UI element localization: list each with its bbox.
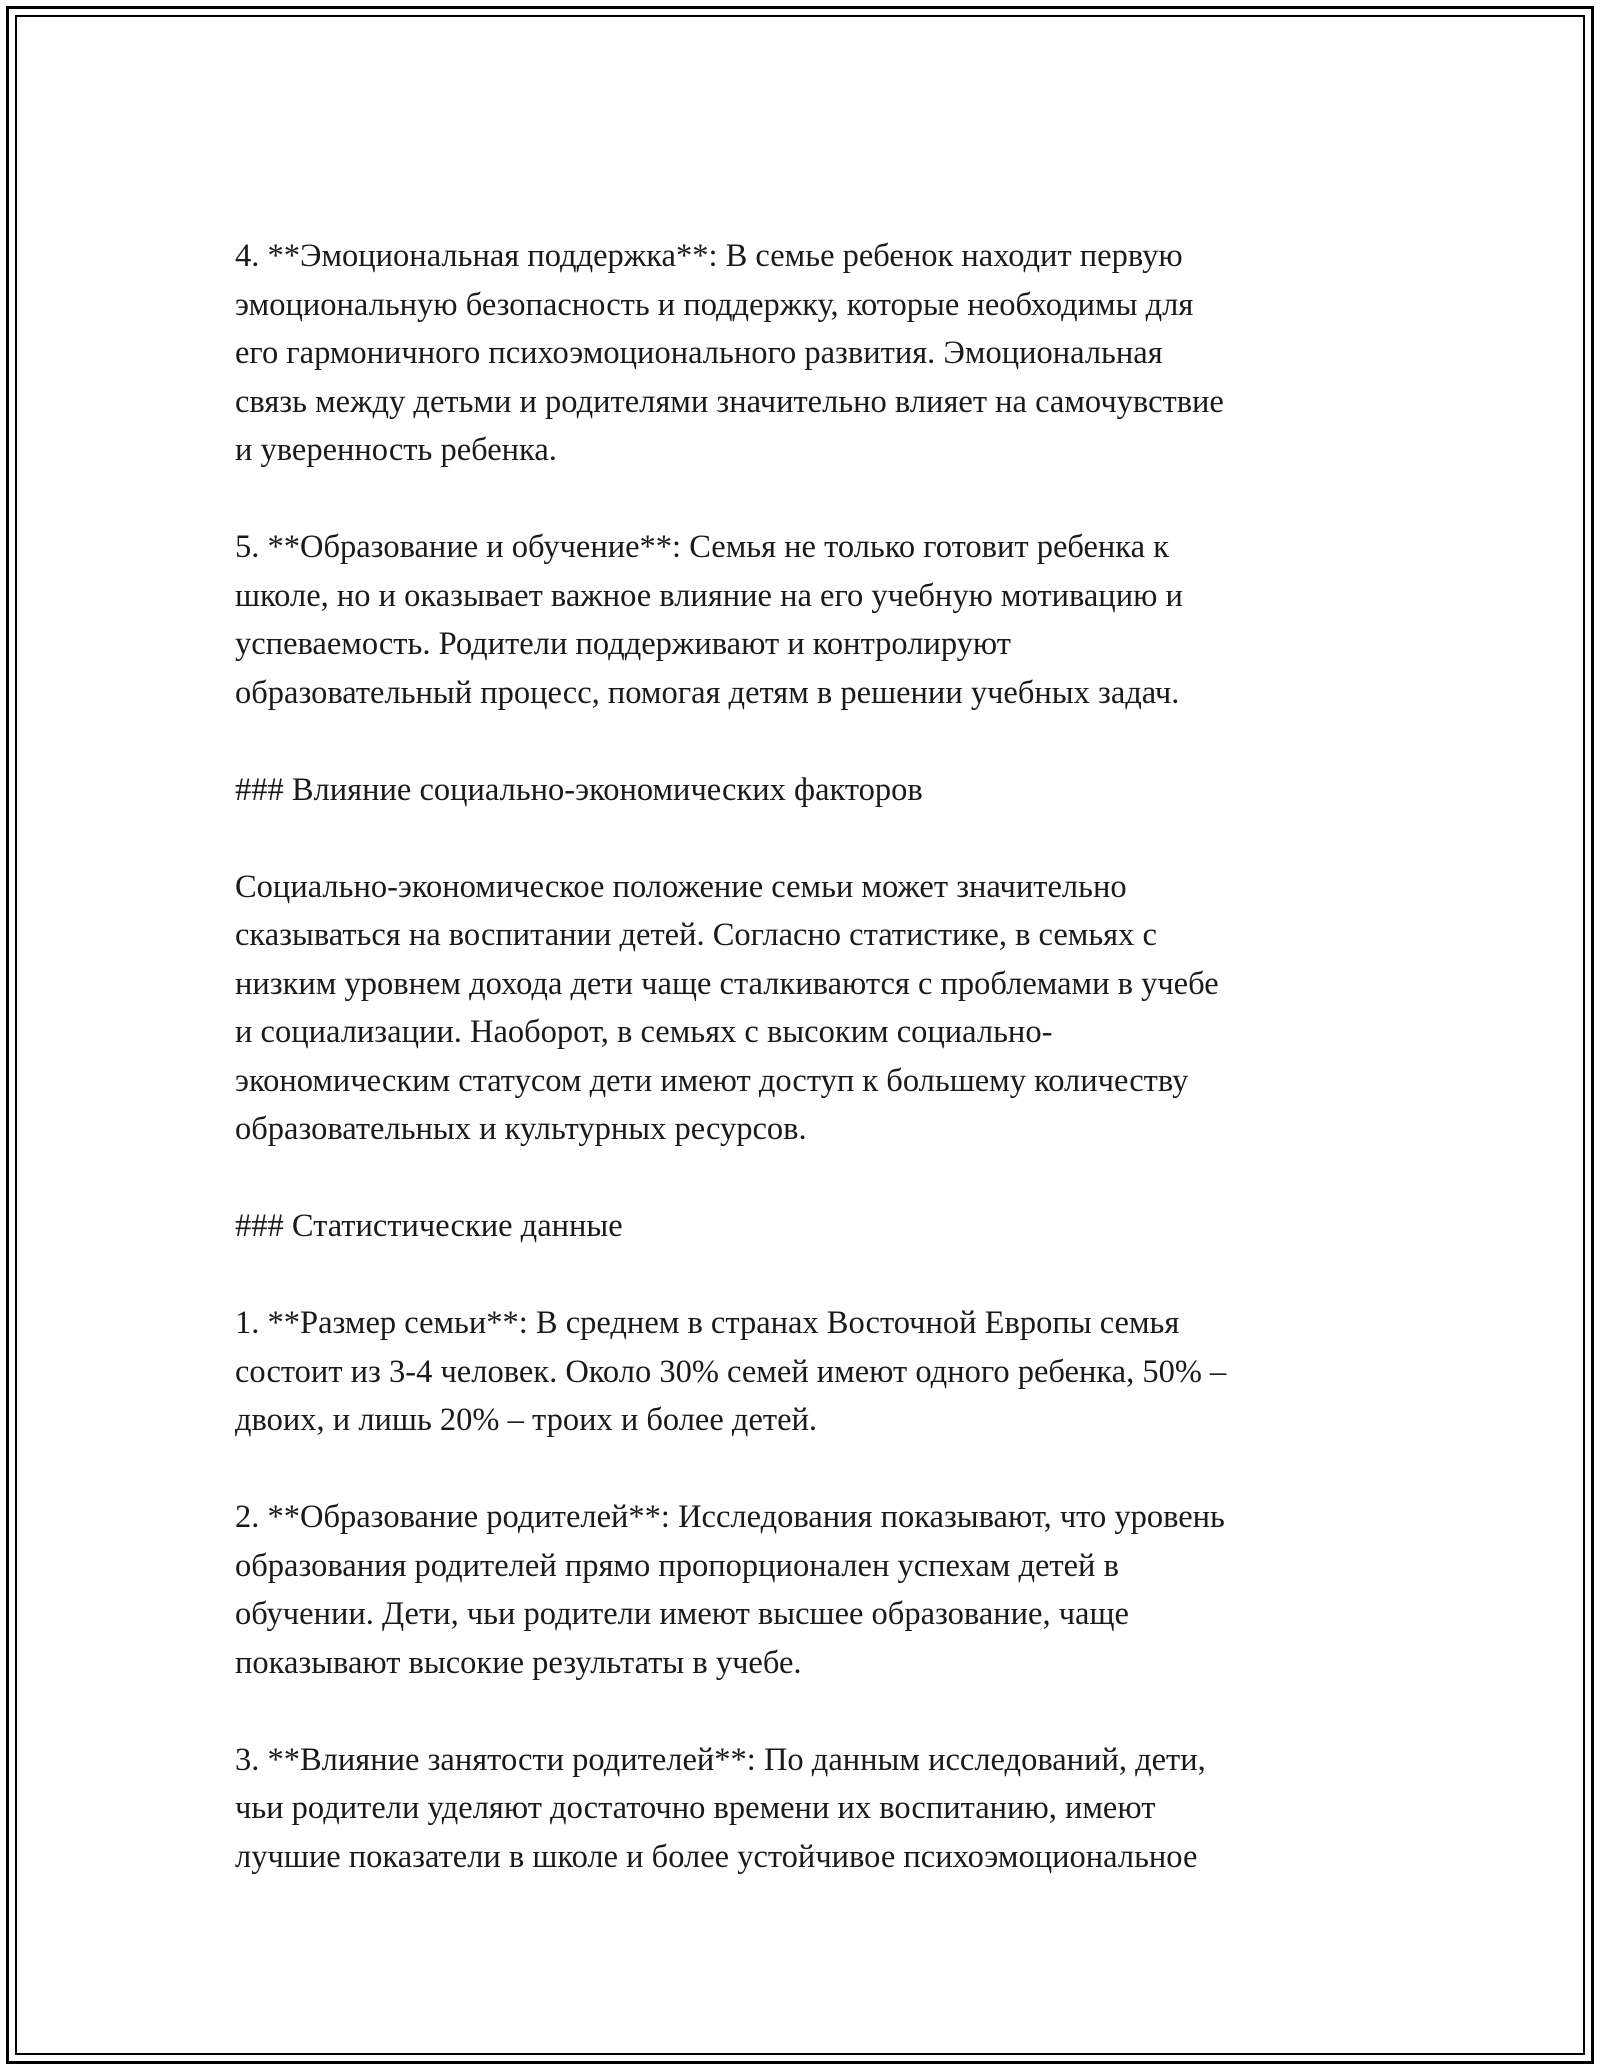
list-item-parent-employment: 3. **Влияние занятости родителей**: По данным исследований, дети, чьи родители уделяют достаточно времени их воспитанию, имеют лучшие показатели в школе и более устойчивое психоэмоциональное bbox=[235, 1741, 1206, 1875]
list-item-family-size: 1. **Размер семьи**: В среднем в странах Восточной Европы семья состоит из 3-4 человек. Около 30% семей имеют одного ребенка, 50% – двоих, и лишь 20% – троих и более детей. bbox=[235, 1305, 1227, 1438]
list-item-parent-education: 2. **Образование родителей**: Исследования показывают, что уровень образования родителей прямо пропорционален успехам детей в обучении. Дети, чьи родители имеют высшее образование, чаще показывают высокие результаты в учебе. bbox=[235, 1499, 1225, 1681]
heading-statistics: ### Статистические данные bbox=[235, 1208, 623, 1244]
list-item-emotional-support: 4. **Эмоциональная поддержка**: В семье ребенок находит первую эмоциональную безопасность и поддержку, которые необходимы для его гармоничного психоэмоционального развития. Эмоциональная связь между детьми и родителями значительно влияет на самочувствие и уверенность ребенка. bbox=[235, 238, 1224, 468]
paragraph-socioeconomic-status: Социально-экономическое положение семьи может значительно сказываться на воспитании детей. Согласно статистике, в семьях с низким уровнем дохода дети чаще сталкиваются с проблемами в учебе и социализации. Наоборот, в семьях с высоким социально- экономическим статусом дети имеют доступ к большему количеству образовательных и культурных ресурсов. bbox=[235, 868, 1219, 1147]
list-item-education-learning: 5. **Образование и обучение**: Семья не только готовит ребенка к школе, но и оказывает важное влияние на его учебную мотивацию и успеваемость. Родители поддерживают и контролируют образовательный процесс, помогая детям в решении учебных задач. bbox=[235, 529, 1183, 711]
heading-socioeconomic-factors: ### Влияние социально-экономических факторов bbox=[235, 771, 923, 808]
document-body bbox=[235, 232, 1370, 1930]
